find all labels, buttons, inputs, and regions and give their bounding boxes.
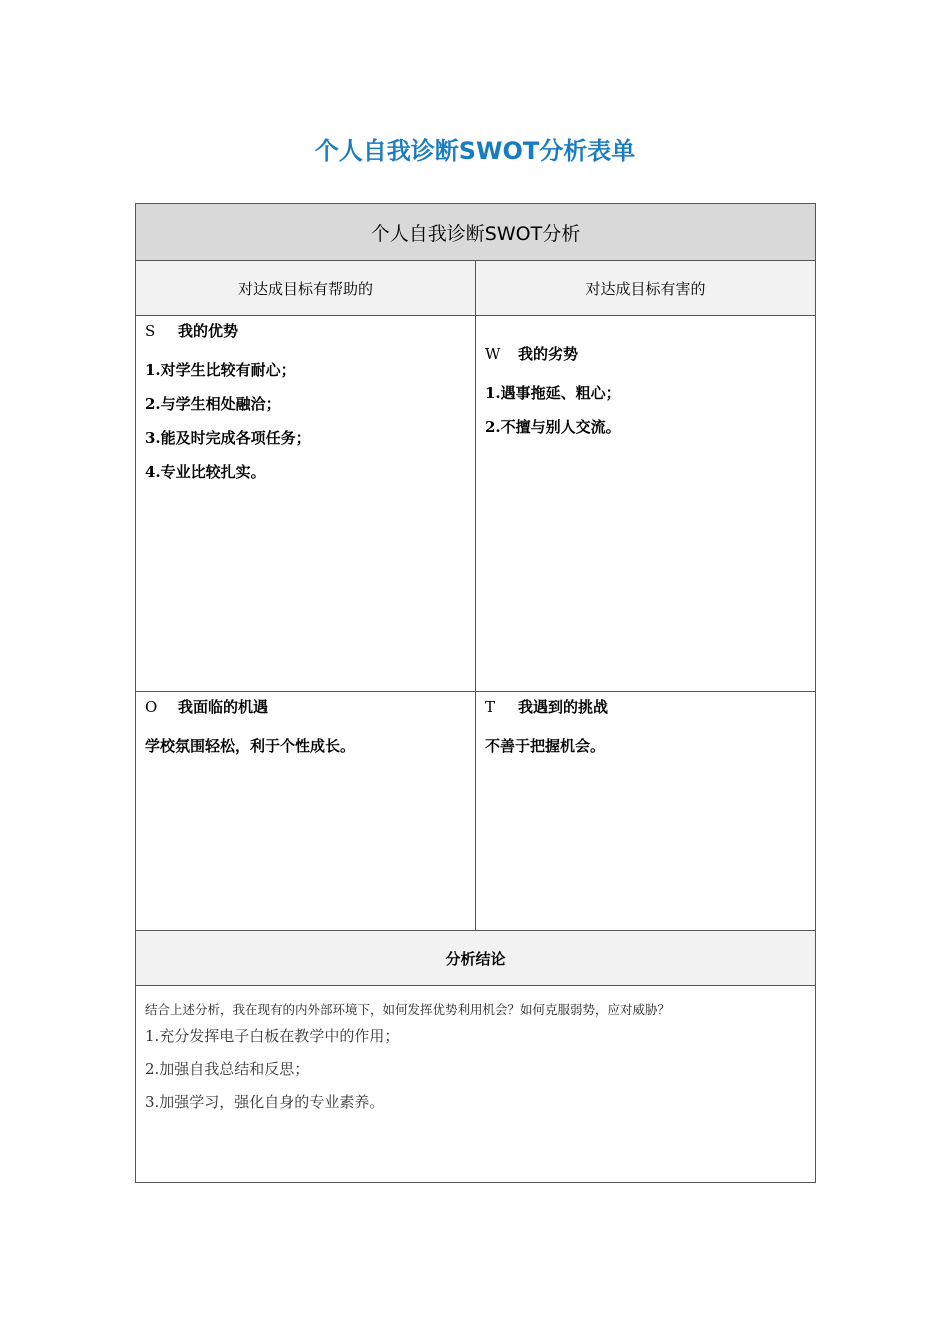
threats-title: 我遇到的挑战: [518, 698, 609, 716]
conclusion-point: 3.加强学习，强化自身的专业素养。: [145, 1093, 385, 1111]
weakness-item: 1.遇事拖延、粗心；: [485, 384, 621, 402]
conclusion-cell: [136, 986, 816, 1183]
threats-cell: [476, 692, 816, 931]
threats-heading: [485, 696, 806, 718]
strength-item: 2.与学生相处融洽；: [145, 395, 281, 413]
weakness-item: 2.不擅与别人交流。: [485, 418, 621, 436]
weaknesses-heading: [485, 343, 806, 365]
strengths-heading: [145, 320, 466, 342]
opportunities-letter: O: [145, 698, 158, 716]
opportunities-title: 我面临的机遇: [178, 698, 269, 716]
strengths-cell: [136, 316, 476, 692]
opportunity-item: 学校氛围轻松，利于个性成长。: [145, 737, 356, 755]
table-header: 个人自我诊断SWOT分析: [136, 204, 816, 261]
opportunities-cell: [136, 692, 476, 931]
conclusion-point: 1.充分发挥电子白板在教学中的作用；: [145, 1027, 400, 1045]
threats-letter: T: [485, 698, 496, 716]
strength-item: 1.对学生比较有耐心；: [145, 361, 296, 379]
weaknesses-cell: [476, 316, 816, 692]
conclusion-header: 分析结论: [136, 931, 816, 986]
strengths-title: 我的优势: [178, 322, 239, 340]
swot-table: [135, 203, 816, 1183]
weaknesses-letter: W: [485, 345, 501, 363]
conclusion-intro: 结合上述分析，我在现有的内外部环境下，如何发挥优势利用机会？如何克服弱势，应对威胁？: [145, 1002, 671, 1017]
strengths-letter: S: [145, 322, 156, 340]
document-title: 个人自我诊断SWOT分析表单: [314, 137, 636, 165]
threat-item: 不善于把握机会。: [485, 737, 606, 755]
conclusion-point: 2.加强自我总结和反思；: [145, 1060, 310, 1078]
column-header-harmful: 对达成目标有害的: [476, 261, 816, 316]
strength-item: 3.能及时完成各项任务；: [145, 429, 311, 447]
weaknesses-title: 我的劣势: [518, 345, 579, 363]
opportunities-heading: [145, 696, 466, 718]
strength-item: 4.专业比较扎实。: [145, 463, 266, 481]
column-header-helpful: 对达成目标有帮助的: [136, 261, 476, 316]
